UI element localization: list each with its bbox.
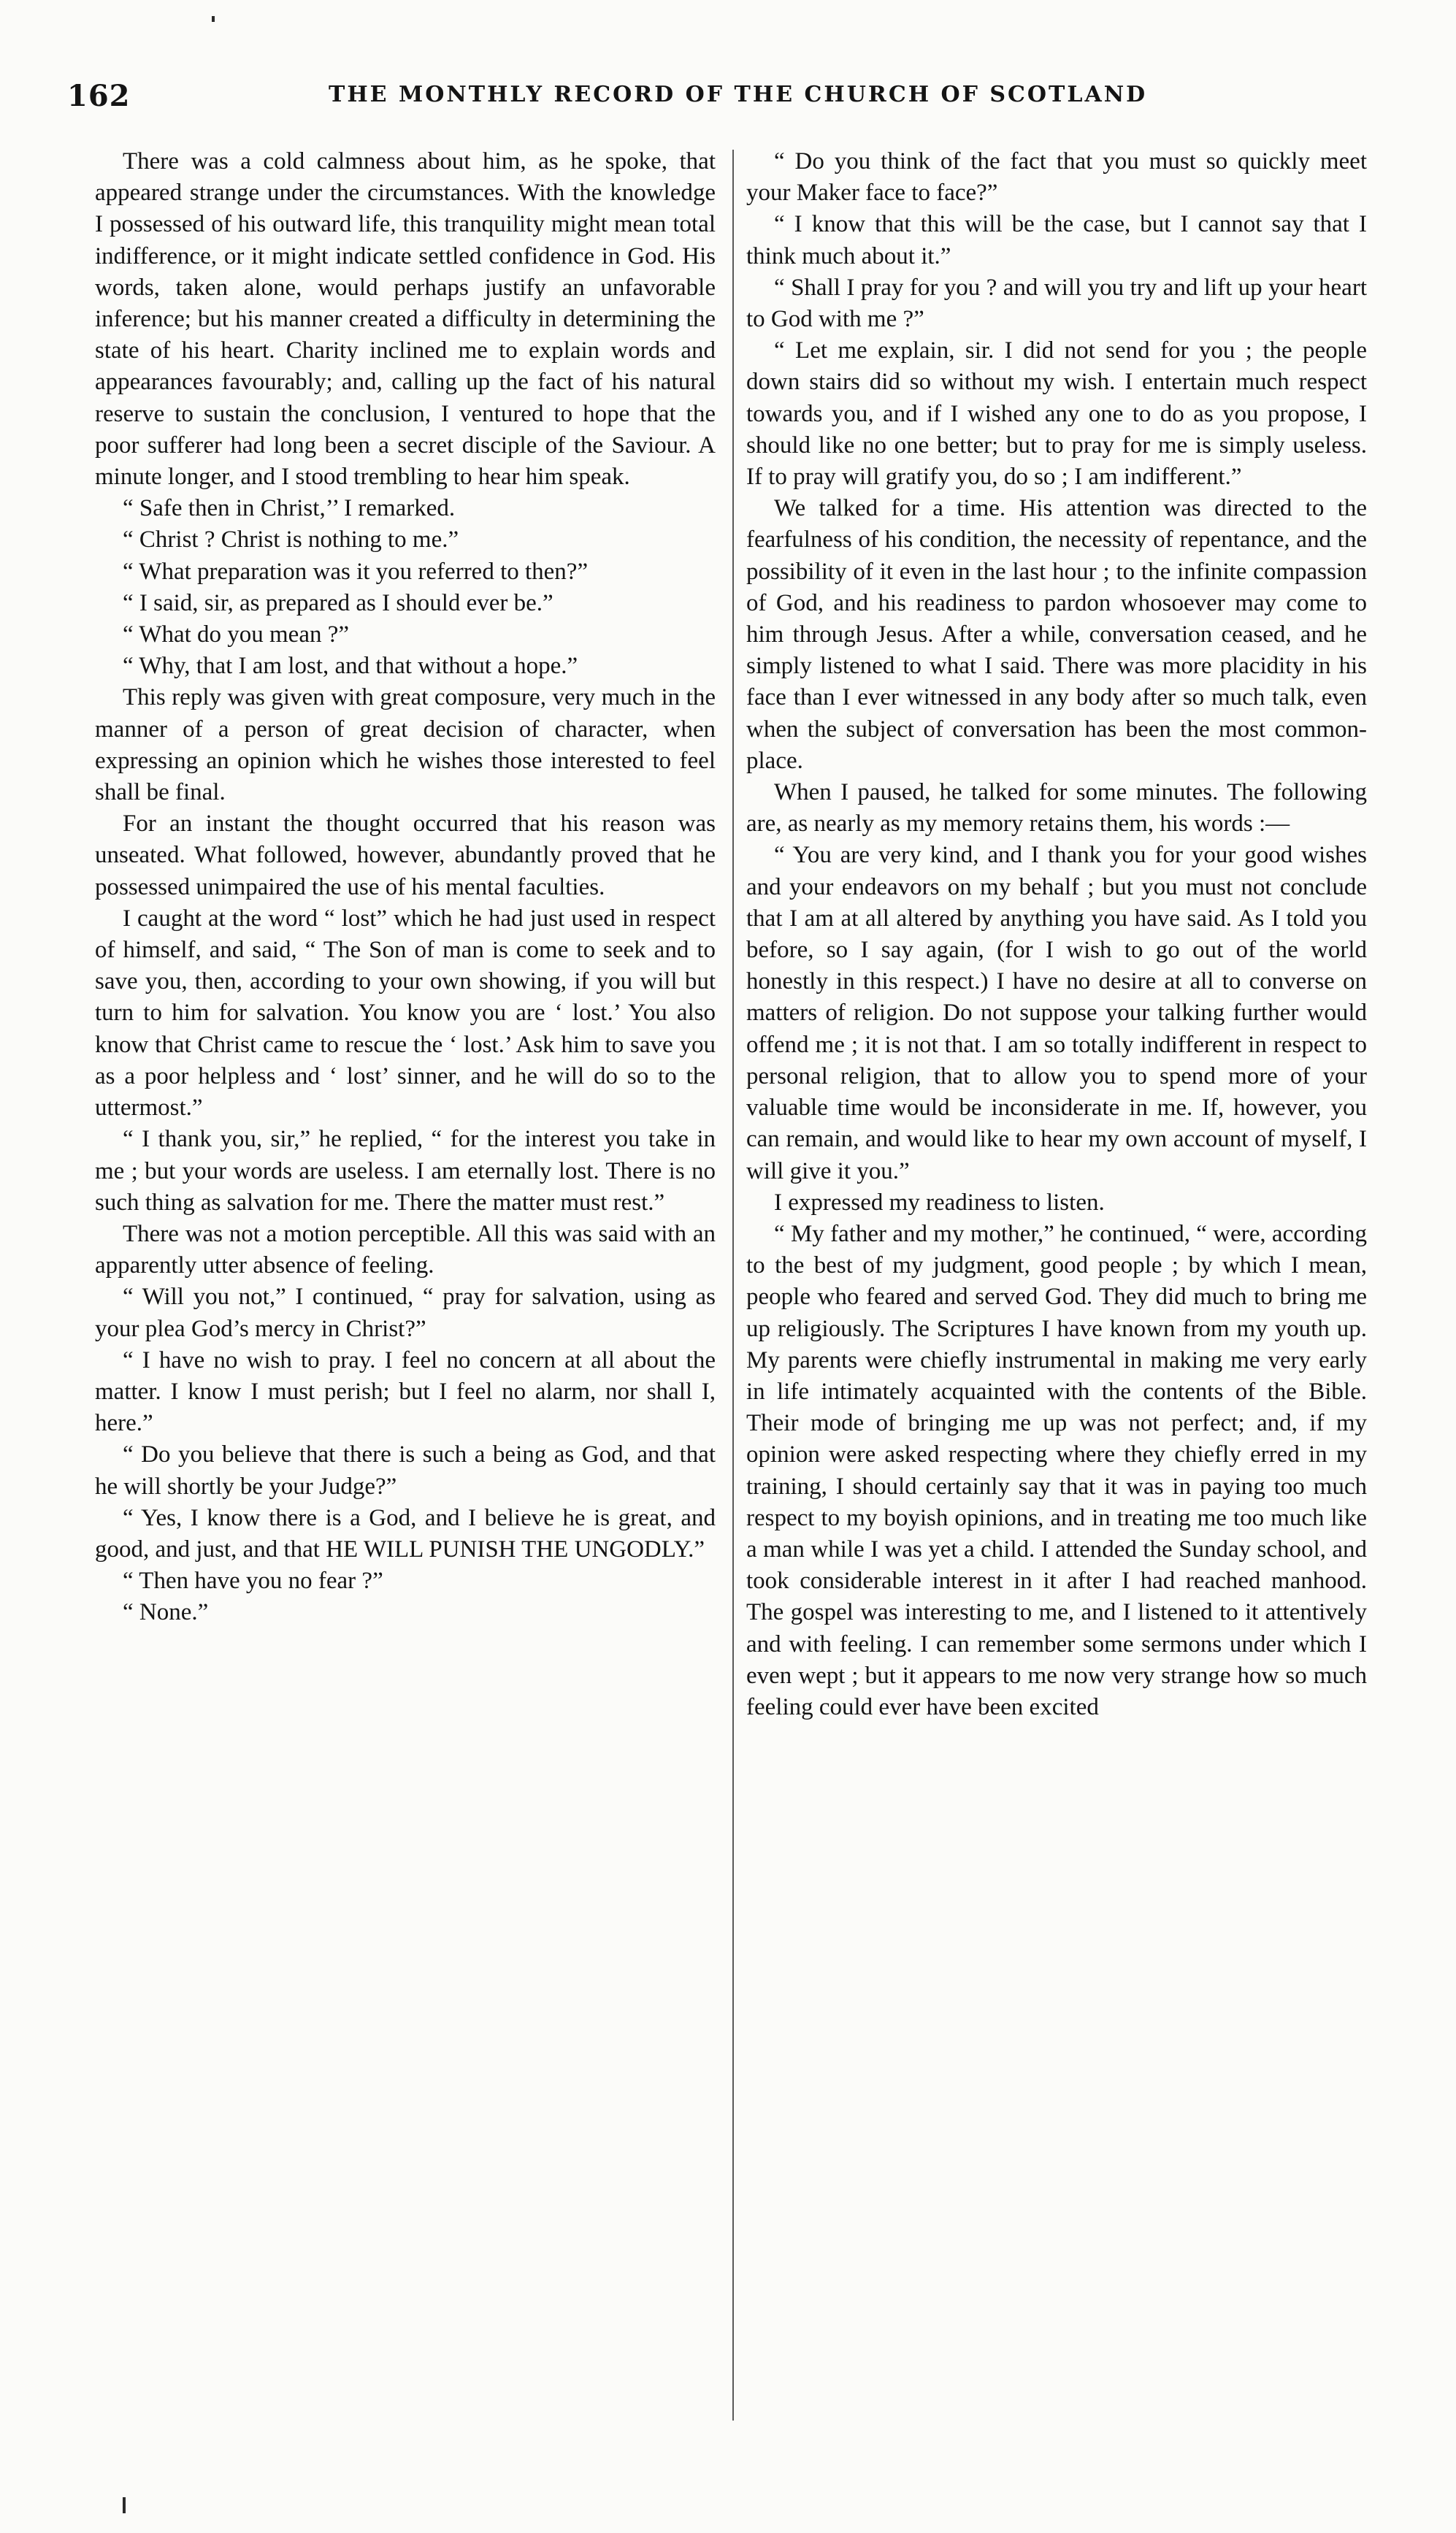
paragraph: For an instant the thought occurred that his reason was unseated. What followed, however, abundantly proved that he possessed unimpaired the use of his mental faculties.	[95, 811, 716, 900]
paragraph: I expressed my readiness to listen.	[774, 1189, 1105, 1216]
paragraph: “ Why, that I am lost, and that without a hope.”	[123, 653, 578, 680]
column-divider	[732, 150, 734, 2421]
paragraph: This reply was given with great composure, very much in the manner of a person of great decision of character, when expressing an opinion which he wishes those interested to feel shall be final.	[95, 684, 716, 806]
paragraph: “ Shall I pray for you ? and will you try and lift up your heart to God with me ?”	[746, 274, 1367, 333]
running-head: THE MONTHLY RECORD OF THE CHURCH OF SCOTLAND	[329, 82, 1148, 107]
page-number: 162	[67, 79, 131, 113]
page-header	[29, 79, 1417, 115]
paragraph: We talked for a time. His attention was directed to the fearfulness of his condition, the necessity of repentance, and the possibility of it even in the last hour ; to the infinite compassion of God, and his readiness to pardon whosoever may come to him through Jesus. After a while, conversation ceased, and he simply listened to what I said. There was more placidity in his face than I ever witnessed in any body after so much talk, even when the subject of conversation has been the most common-place.	[746, 495, 1367, 774]
paragraph: “ Safe then in Christ,’’ I remarked.	[123, 495, 456, 522]
right-column	[746, 146, 1367, 2424]
paragraph: “ You are very kind, and I thank you for your good wishes and your endeavors on my behalf ; but you must not conclude that I am at all altered by anything you have said. As I told you before, so I say again, (for I wish to go out of the world honestly in this respect.) I have no desire at all to converse on matters of religion. Do not suppose your talking further would offend me ; it is not that. I am so totally indifferent in respect to personal religion, that to allow you to spend more of your valuable time would be inconsiderate in me. If, however, you can remain, and would like to hear my own account of myself, I will give it you.”	[746, 842, 1367, 1184]
paragraph: “ Do you think of the fact that you must so quickly meet your Maker face to face?”	[746, 148, 1367, 207]
paragraph: “ Yes, I know there is a God, and I believe he is great, and good, and just, and that HE WILL PUNISH THE UNGODLY.”	[95, 1504, 716, 1563]
paragraph: “ None.”	[123, 1599, 209, 1626]
paragraph: “ Will you not,” I continued, “ pray for salvation, using as your plea God’s mercy in Christ?”	[95, 1284, 716, 1342]
paragraph: There was a cold calmness about him, as he spoke, that appeared strange under the circumstances. With the knowledge I possessed of his outward life, this tranquility might mean total indifference, or it might indicate settled confidence in God. His words, taken alone, would perhaps justify an unfavorable inference; but his manner created a difficulty in determining the state of his heart. Charity inclined me to explain words and appearances favourably; and, calling up the fact of his natural reserve to sustain the conclusion, I ventured to hope that the poor sufferer had long been a secret disciple of the Saviour. A minute longer, and I stood trembling to hear him speak.	[95, 148, 716, 491]
paragraph: When I paused, he talked for some minutes. The following are, as nearly as my memory retains them, his words :—	[746, 779, 1367, 838]
paragraph: “ I thank you, sir,” he replied, “ for the interest you take in me ; but your words are useless. I am eternally lost. There is no such thing as salvation for me. There the matter must rest.”	[95, 1126, 716, 1216]
print-mark	[212, 16, 215, 22]
paragraph: “ Christ ? Christ is nothing to me.”	[123, 526, 459, 553]
paragraph: “ My father and my mother,” he continued, “ were, according to the best of my judgment, good people ; by which I mean, people who feared and served God. They did much to bring me up religiously. The Scriptures I have known from my youth up. My parents were chiefly instrumental in making me very early in life intimately acquainted with the contents of the Bible. Their mode of bringing me up was not perfect; and, if my opinion were asked respecting where they chiefly erred in my training, I should certainly say that it was in paying too much respect to my boyish opinions, and in treating me too much like a man while I was yet a child. I attended the Sunday school, and took considerable interest in it after I had reached manhood. The gospel was interesting to me, and I listened to it attentively and with feeling. I can remember some sermons under which I even wept ; but it appears to me now very strange how so much feeling could ever have been excited	[746, 1220, 1367, 1720]
paragraph: “ I have no wish to pray. I feel no concern at all about the matter. I know I must perish; but I feel no alarm, nor shall I, here.”	[95, 1346, 716, 1437]
paragraph: “ Let me explain, sir. I did not send for you ; the people down stairs did so without my wish. I entertain much respect towards you, and if I wished any one to do as you propose, I should like no one better; but to pray for me is simply useless. If to pray will gratify you, do so ; I am indifferent.”	[746, 337, 1367, 491]
paragraph: “ I know that this will be the case, but I cannot say that I think much about it.”	[746, 211, 1367, 269]
paragraph: “ I said, sir, as prepared as I should ever be.”	[123, 589, 553, 616]
paragraph: There was not a motion perceptible. All this was said with an apparently utter absence of feeling.	[95, 1220, 716, 1279]
left-column	[95, 146, 716, 2424]
paragraph: I caught at the word “ lost” which he had just used in respect of himself, and said, “ The Son of man is come to seek and to save you, then, according to your own showing, if you will but turn to him for salvation. You know you are ‘ lost.’ You also know that Christ came to rescue the ‘ lost.’ Ask him to save you as a poor helpless and ‘ lost’ sinner, and he will do so to the uttermost.”	[95, 905, 716, 1122]
paragraph: “ Then have you no fear ?”	[123, 1568, 383, 1595]
paragraph: “ Do you believe that there is such a being as God, and that he will shortly be your Judge?”	[95, 1441, 716, 1500]
paragraph: “ What preparation was it you referred to then?”	[123, 558, 589, 585]
paragraph: “ What do you mean ?”	[123, 621, 350, 648]
print-mark	[123, 2497, 126, 2513]
